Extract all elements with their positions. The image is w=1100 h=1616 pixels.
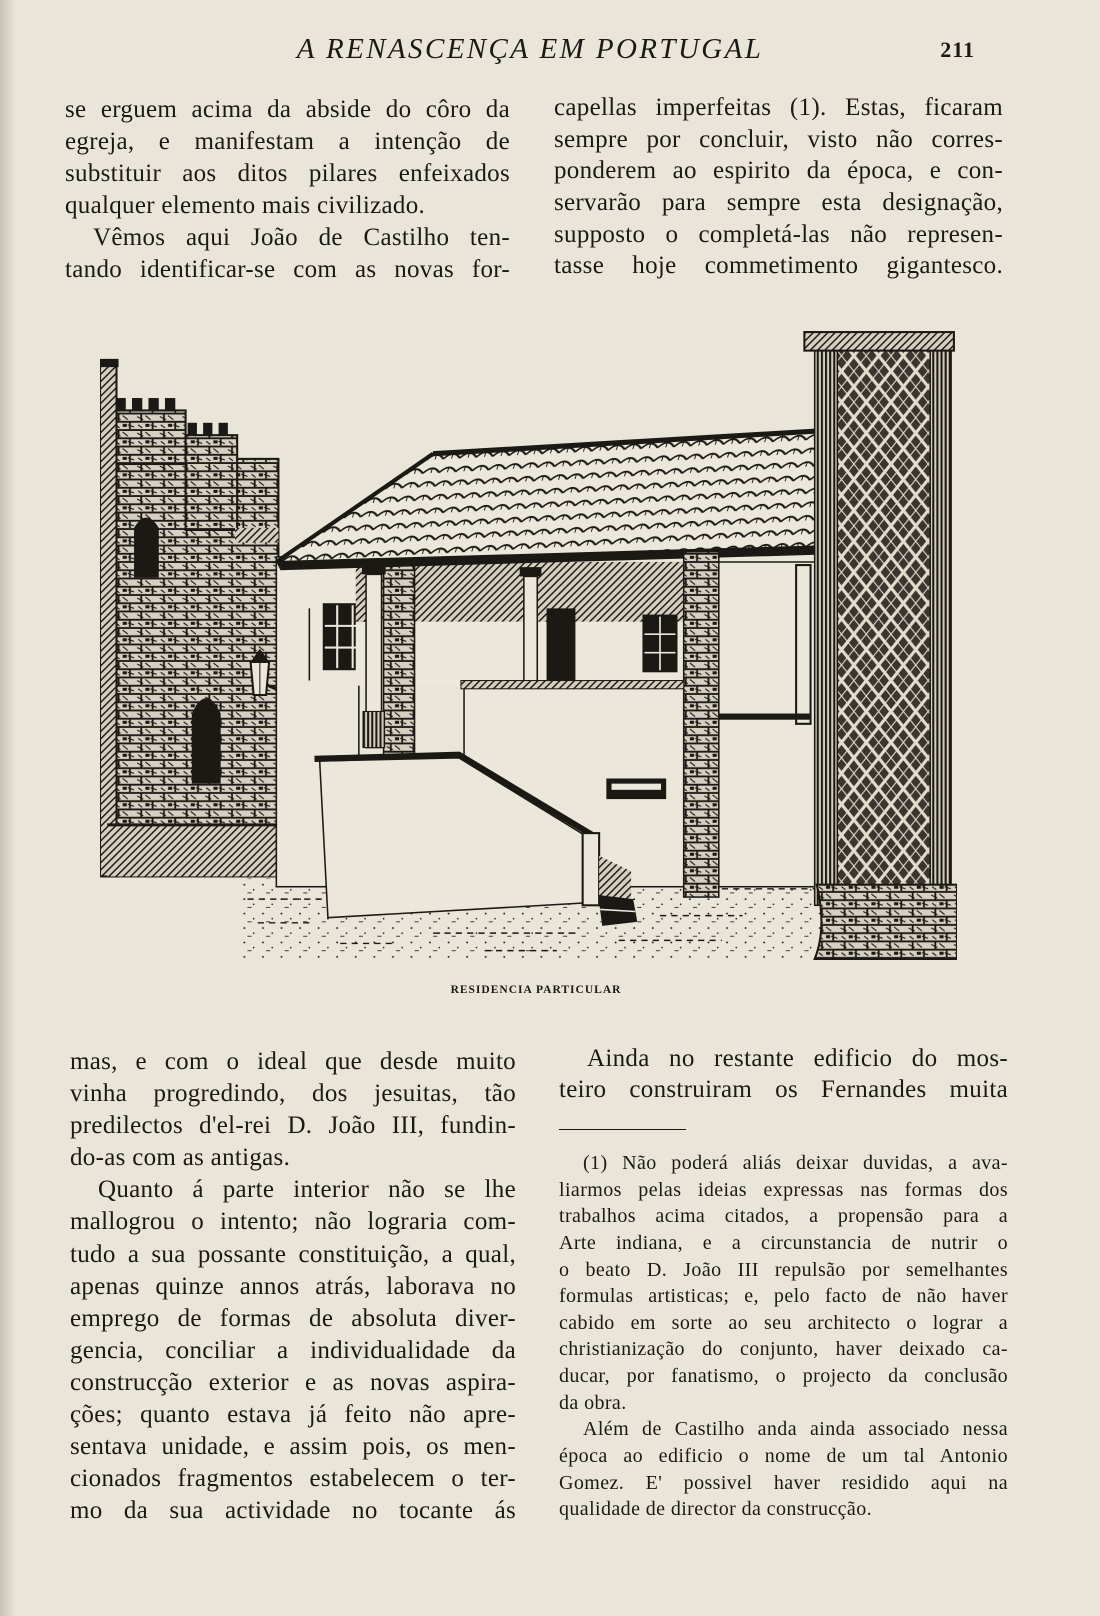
running-title: A RENASCENÇA EM PORTUGAL: [296, 33, 764, 65]
body-line: cionados fragmentos estabelecem o ter-: [70, 1465, 516, 1493]
footnote-line: Além de Castilho anda ainda associado nessa: [583, 1418, 1008, 1441]
column-base: [815, 885, 957, 959]
body-line: ções; quanto estava já feito não apre-: [70, 1401, 516, 1429]
body-line: Vêmos aqui João de Castilho ten-: [93, 224, 510, 251]
top-left-column: [65, 94, 510, 286]
body-line: vinha progredindo, dos jesuitas, tão: [70, 1080, 516, 1108]
body-line: servarão para sempre esta designação,: [554, 189, 1003, 217]
column-left: [362, 565, 386, 747]
body-line: mo da sua actividade no tocante ás: [70, 1497, 516, 1525]
body-line: mallogrou o intento; não lograria com-: [70, 1208, 516, 1236]
body-line: teiro construiram os Fernandes muita: [559, 1076, 1008, 1103]
body-line: tudo a sua possante constituição, a qual,: [70, 1240, 516, 1268]
footnote-line: qualidade de director da construcção.: [559, 1498, 872, 1521]
body-line: do-as com as antigas.: [70, 1144, 291, 1172]
gothic-tower-left: [115, 410, 185, 464]
stair-newel-post: [583, 833, 600, 905]
body-line: tasse hoje commetimento gigantesco.: [554, 252, 1003, 280]
gothic-pinnacle: [100, 363, 117, 876]
ornate-column: [804, 332, 957, 959]
gothic-doorway: [192, 698, 221, 784]
body-line: gencia, conciliar a individualidade da: [70, 1336, 516, 1364]
loggia-window: [642, 615, 677, 673]
body-line: egreja, e manifestam a intenção de: [65, 128, 510, 155]
gothic-window: [134, 518, 159, 578]
page-number: 211: [940, 37, 975, 62]
slot-window: [606, 778, 666, 799]
body-line: emprego de formas de absoluta diver-: [70, 1304, 516, 1332]
bottom-right-column: [559, 1043, 1008, 1105]
loggia-door: [547, 608, 576, 685]
gothic-cornice: [235, 528, 278, 542]
body-line: ponderem ao espirito da época, e con-: [554, 157, 1003, 185]
footnote-line: o beato D. João III repulsão por semelhantes: [559, 1258, 1008, 1281]
footnote-line: ducar, por fanatismo, o projecto da conclusão: [559, 1365, 1008, 1388]
illustration-residencia: [100, 330, 957, 962]
tiled-roof: [276, 431, 816, 570]
body-line: capellas imperfeitas (1). Estas, ficaram: [554, 94, 1003, 121]
figure-caption: RESIDENCIA PARTICULAR: [450, 984, 622, 996]
footnote-line: formulas artisticas; e, pelo facto de não haver: [559, 1285, 1008, 1308]
body-line: se erguem acima da abside do côro da: [65, 96, 510, 123]
footnote-rule: [559, 1129, 686, 1130]
body-line: tando identificar-se com as novas for-: [65, 256, 510, 283]
footnote-line: cabido em sorte ao seu architecto o lograr a: [559, 1311, 1008, 1334]
loggia-pier: [384, 565, 415, 761]
footnote-line: (1) Não poderá aliás deixar duvidas, a ava-: [583, 1152, 1008, 1174]
binding-edge-shadow: [0, 0, 16, 1616]
footnote-line: christianização do conjunto, haver deixado ca-: [559, 1338, 1008, 1361]
body-line: Quanto á parte interior não se lhe: [98, 1176, 516, 1204]
body-line: mas, e com o ideal que desde muito: [70, 1048, 516, 1075]
gothic-building: [100, 359, 285, 877]
footnote-line: trabalhos acima citados, a propensão para a: [559, 1205, 1008, 1228]
top-right-column: [554, 92, 1003, 282]
column-capital: [804, 332, 954, 351]
body-line: Ainda no restante edificio do mos-: [587, 1045, 1008, 1072]
footnote: [559, 1150, 1008, 1523]
footnote-line: Gomez. E' possivel haver residido aqui na: [559, 1471, 1008, 1494]
footnote-line: liarmos pelas ideias expressas nas formas dos: [559, 1178, 1008, 1201]
footnote-line: Arte indiana, e a circunstancia de nutrir o: [559, 1231, 1008, 1254]
body-line: qualquer elemento mais civilizado.: [65, 192, 426, 219]
gothic-tower-right: [186, 435, 238, 530]
stone-pier: [684, 552, 719, 897]
body-line: construcção exterior e as novas aspira-: [70, 1368, 516, 1396]
footnote-line: época ao edificio o nome de um tal Antonio: [559, 1445, 1008, 1468]
body-line: predilectos d'el-rei D. João III, fundin-: [70, 1112, 516, 1140]
body-line: apenas quinze annos atrás, laborava no: [70, 1272, 516, 1300]
body-line: sentava unidade, e assim pois, os men-: [70, 1433, 516, 1461]
body-line: supposto o completá-las não represen-: [554, 220, 1003, 248]
gothic-base: [107, 825, 278, 877]
body-line: sempre por concluir, visto não corres-: [554, 125, 1003, 153]
body-line: substituir aos ditos pilares enfeixados: [65, 160, 510, 187]
footnote-line: da obra.: [559, 1391, 627, 1414]
bottom-left-column: [70, 1046, 516, 1527]
